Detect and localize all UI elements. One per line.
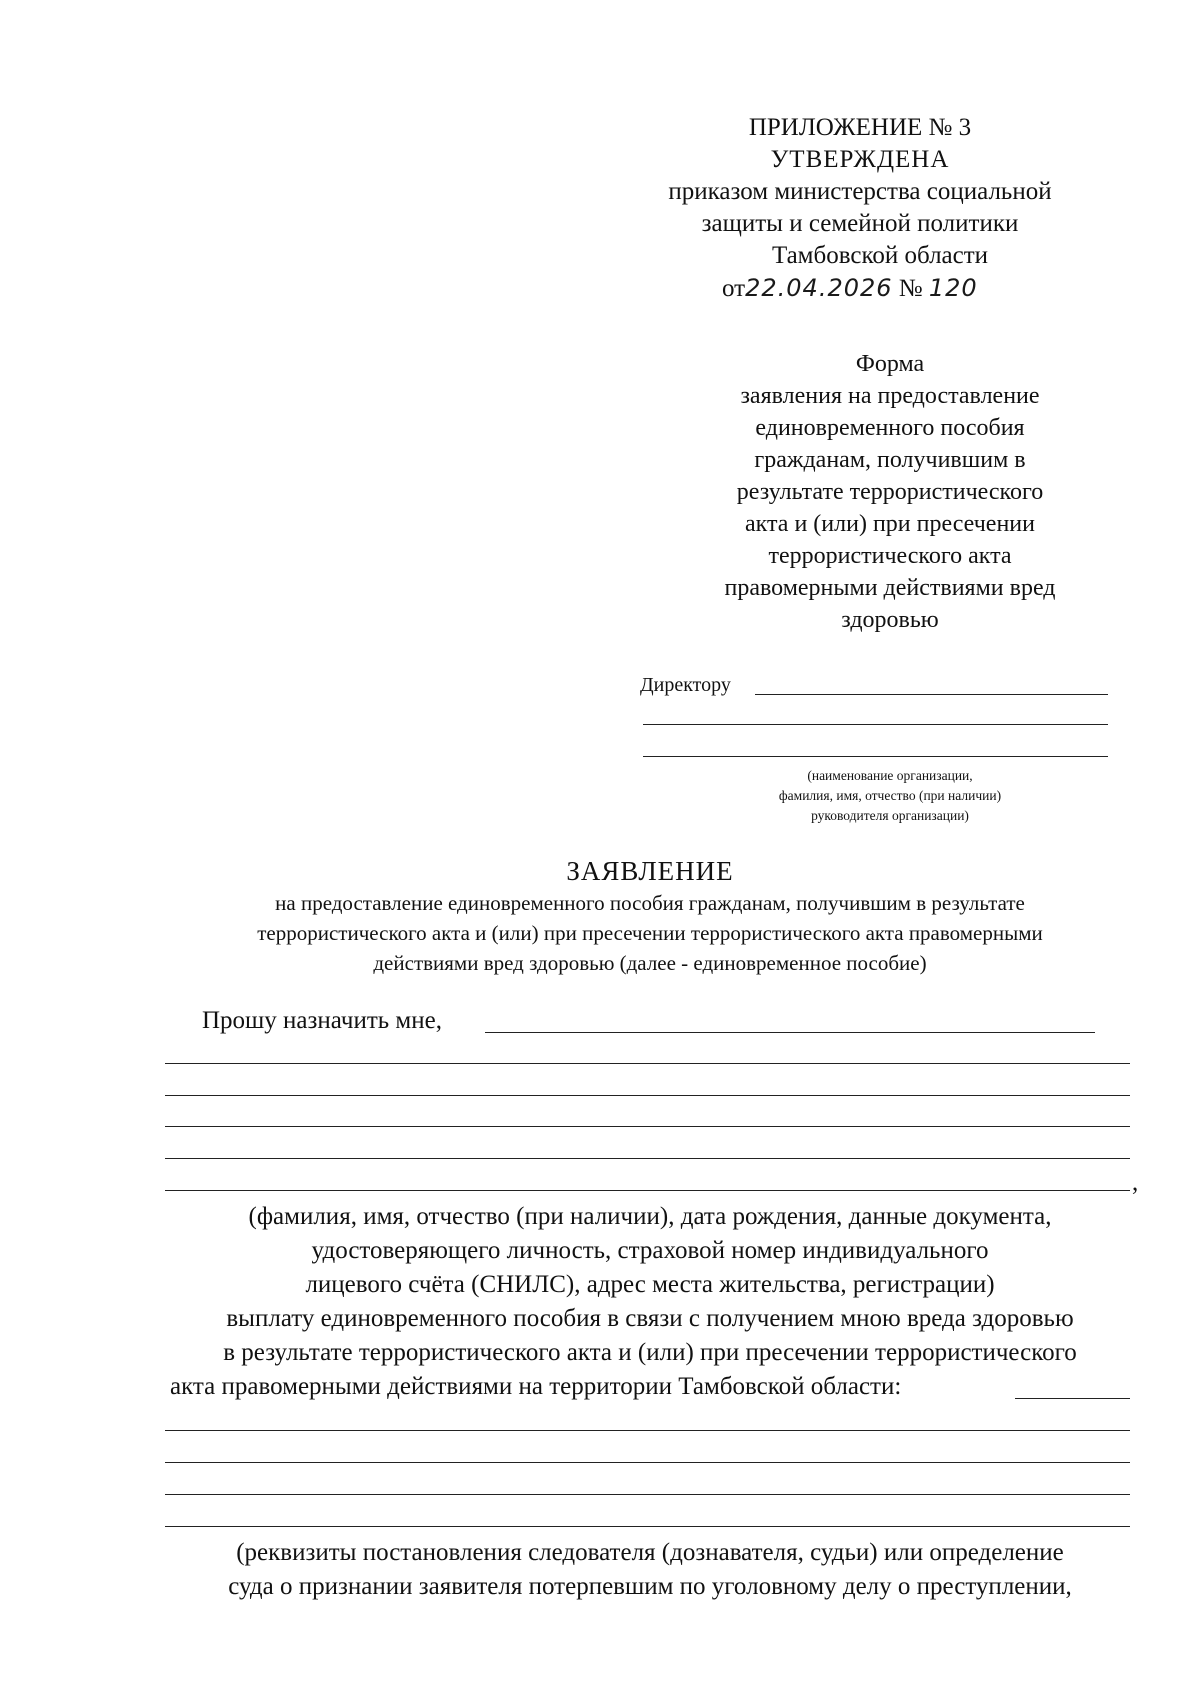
applicant-line-5[interactable] (165, 1158, 1130, 1159)
personal-hint-2: удостоверяющего личность, страховой номер индивидуального (311, 1237, 989, 1264)
payment-line-2: в результате террористического акта и (или) при пресечении террористического (223, 1339, 1077, 1366)
applicant-line-1[interactable] (485, 1032, 1095, 1033)
payment-line-1: выплату единовременного пособия в связи с получением мною вреда здоровью (226, 1305, 1074, 1332)
addressee-label: Директору (640, 674, 731, 696)
territory-line-4[interactable] (165, 1494, 1130, 1495)
form-title-line-4: гражданам, получившим в (754, 447, 1026, 473)
details-hint-1: (реквизиты постановления следователя (дознавателя, судьи) или определение (236, 1539, 1064, 1566)
applicant-line-3[interactable] (165, 1095, 1130, 1096)
personal-hint-1: (фамилия, имя, отчество (при наличии), дата рождения, данные документа, (248, 1203, 1052, 1230)
form-title-line-1: Форма (855, 351, 925, 377)
handwritten-date: 22.04.2026 (745, 274, 893, 302)
applicant-comma: , (1132, 1169, 1139, 1196)
statement-subtitle-2: террористического акта и (или) при пресечении террористического акта правомерными (257, 921, 1043, 945)
addressee-hint-1: (наименование организации, (807, 768, 973, 783)
addressee-line-3[interactable] (643, 756, 1108, 757)
addressee-hint-3: руководителя организации) (811, 808, 969, 823)
applicant-line-2[interactable] (165, 1063, 1130, 1064)
region-line: Тамбовской области (771, 242, 989, 269)
statement-subtitle-1: на предоставление единовременного пособия гражданам, получившим в результате (275, 891, 1025, 915)
territory-line-2[interactable] (165, 1430, 1130, 1431)
territory-line-3[interactable] (165, 1462, 1130, 1463)
appendix-number: ПРИЛОЖЕНИЕ № 3 (748, 114, 972, 141)
territory-line-1[interactable] (1015, 1398, 1130, 1399)
approved-label: УТВЕРЖДЕНА (770, 146, 950, 173)
form-title-line-6: акта и (или) при пресечении (745, 511, 1035, 537)
applicant-line-6[interactable] (165, 1190, 1130, 1191)
number-sign: № (898, 275, 923, 302)
addressee-line-1[interactable] (755, 694, 1108, 695)
request-label: Прошу назначить мне, (202, 1007, 442, 1034)
details-hint-2: суда о признании заявителя потерпевшим по уголовному делу о преступлении, (228, 1573, 1072, 1600)
order-line-2: защиты и семейной политики (701, 210, 1019, 237)
addressee-hint-2: фамилия, имя, отчество (при наличии) (778, 788, 1002, 803)
order-line-1: приказом министерства социальной (668, 178, 1052, 205)
form-title-line-8: правомерными действиями вред (724, 575, 1056, 601)
form-title-line-3: единовременного пособия (755, 415, 1025, 441)
date-prefix: от (722, 275, 746, 302)
addressee-line-2[interactable] (643, 724, 1108, 725)
territory-line-5[interactable] (165, 1526, 1130, 1527)
statement-title: ЗАЯВЛЕНИЕ (566, 856, 734, 886)
statement-subtitle-3: действиями вред здоровью (далее - единовременное пособие) (373, 951, 927, 975)
applicant-line-4[interactable] (165, 1126, 1130, 1127)
form-title-line-7: террористического акта (768, 543, 1012, 569)
form-title-line-5: результате террористического (736, 479, 1044, 505)
payment-line-3: акта правомерными действиями на территории Тамбовской области: (170, 1373, 902, 1400)
personal-hint-3: лицевого счёта (СНИЛС), адрес места жительства, регистрации) (305, 1271, 995, 1298)
handwritten-number: 120 (928, 274, 978, 302)
form-title-line-2: заявления на предоставление (740, 383, 1040, 409)
order-date-line (722, 272, 978, 305)
form-title-line-9: здоровью (841, 607, 939, 633)
